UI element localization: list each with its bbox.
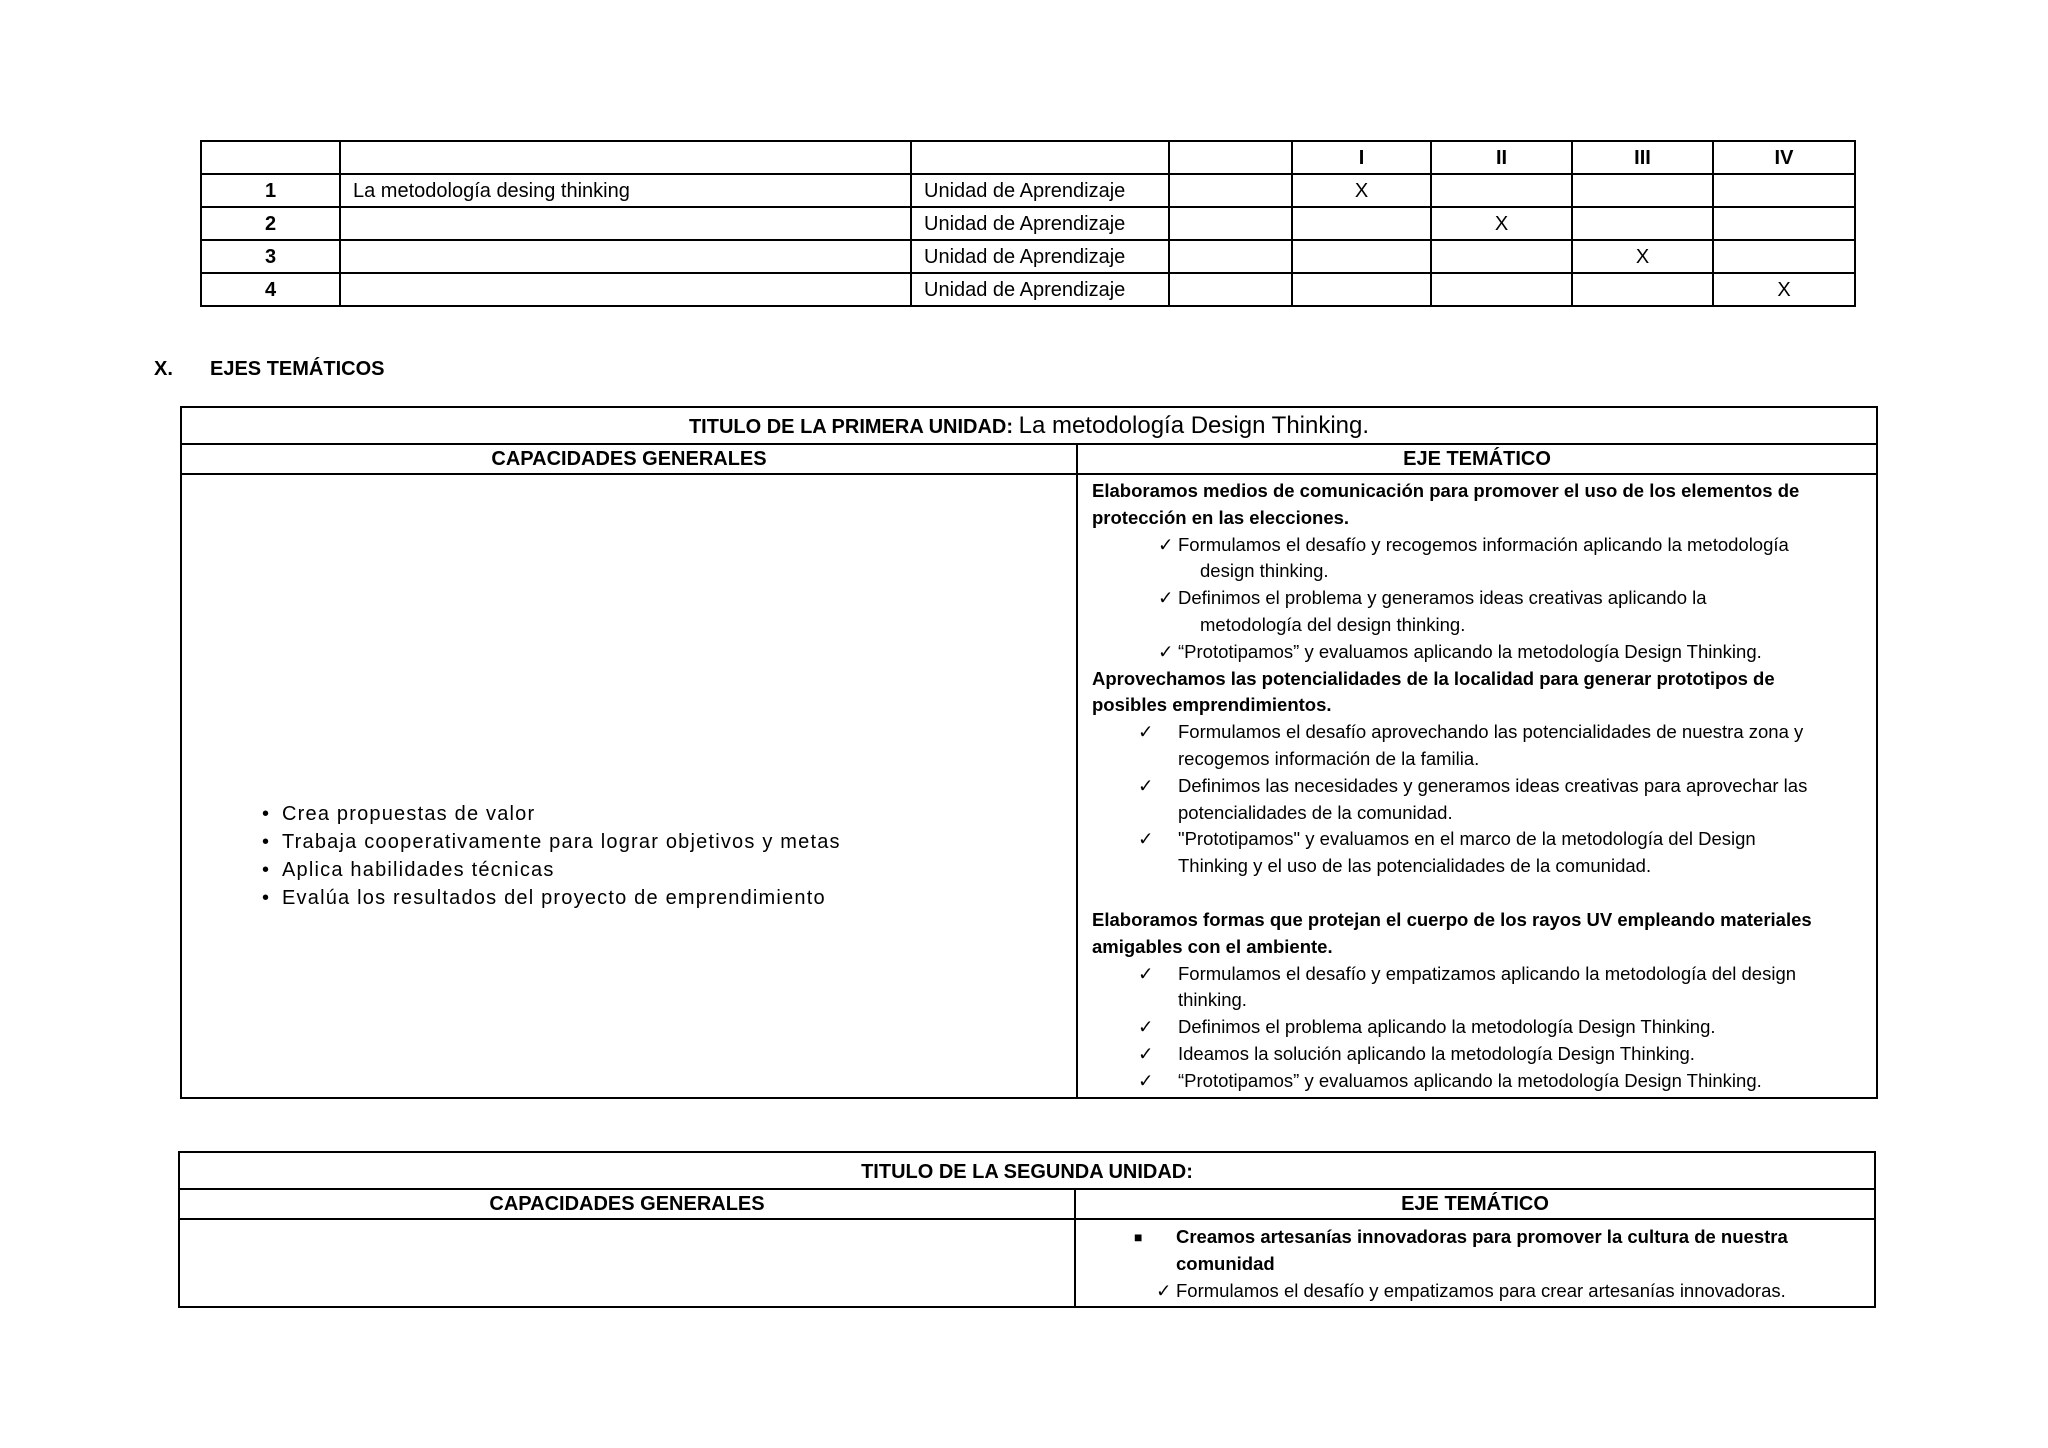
eje-group-title: ■ Creamos artesanías innovadoras para promover la cultura de nuestra comunidad (1134, 1226, 1788, 1274)
units-header-cell (340, 141, 911, 174)
list-item: ✓ Formulamos el desafío aprovechando las potencialidades de nuestra zona y recogemos información de la familia. (1138, 721, 1804, 769)
unit1-title-label: TITULO DE LA PRIMERA UNIDAD: (688, 415, 1014, 438)
list-item: • Trabaja cooperativamente para lograr objetivos y metas (262, 828, 1156, 856)
list-item: • Crea propuestas de valor (262, 800, 1156, 828)
checkmark-icon: ✓ (1138, 1069, 1154, 1091)
checkmark-icon: ✓ (1138, 828, 1154, 850)
unit-number: 2 (201, 207, 340, 240)
eje-cell (1075, 1219, 1875, 1307)
unit-number: 1 (201, 174, 340, 207)
table-row (201, 240, 1855, 273)
square-bullet-icon: ■ (1134, 1229, 1143, 1245)
bullet-icon: • (262, 887, 271, 909)
eje-content (1076, 1220, 1874, 1306)
list-item: ✓ Formulamos el desafío y recogemos información aplicando la metodología design thinking. (1158, 533, 1789, 582)
list-item: ✓ “Prototipamos” y evaluamos aplicando la metodología Design Thinking. (1092, 1068, 1862, 1095)
checkmark-icon: ✓ (1138, 774, 1154, 796)
list-item: ✓ Formulamos el desafío y empatizamos aplicando la metodología del design thinking. (1138, 962, 1797, 1011)
units-header-period-2: II (1431, 141, 1572, 174)
empty-cell (1169, 207, 1292, 240)
checkmark-icon: ✓ (1138, 721, 1154, 743)
unit2-title-cell (179, 1152, 1875, 1189)
units-header-period-4: IV (1713, 141, 1855, 174)
col-header-capacidades: CAPACIDADES GENERALES (181, 444, 1077, 474)
col-header-capacidades: CAPACIDADES GENERALES (179, 1189, 1075, 1219)
period-mark: X (1572, 240, 1713, 273)
eje-content (1078, 475, 1876, 1097)
capacidades-list (262, 800, 1156, 912)
period-mark (1713, 240, 1855, 273)
period-mark: X (1713, 273, 1855, 306)
spacer (1092, 880, 1862, 907)
period-mark (1431, 174, 1572, 207)
unit-type: Unidad de Aprendizaje (911, 273, 1169, 306)
units-header-cell (1169, 141, 1292, 174)
unit-type: Unidad de Aprendizaje (911, 240, 1169, 273)
unit1-table (180, 406, 1878, 1099)
capacidades-cell (179, 1219, 1075, 1307)
period-mark (1292, 240, 1431, 273)
empty-cell (1169, 174, 1292, 207)
unit-title (340, 207, 911, 240)
checkmark-icon: ✓ (1158, 640, 1174, 662)
units-header-period-1: I (1292, 141, 1431, 174)
unit1-title-value: La metodología Design Thinking. (1018, 411, 1370, 439)
checkmark-icon: ✓ (1156, 1279, 1172, 1301)
units-header-row (201, 141, 1855, 174)
checkmark-icon: ✓ (1138, 1042, 1154, 1064)
period-mark (1713, 207, 1855, 240)
units-header-cell (911, 141, 1169, 174)
unit2-title-label: TITULO DE LA SEGUNDA UNIDAD: (861, 1160, 1193, 1183)
section-title: EJES TEMÁTICOS (210, 358, 385, 380)
checkmark-icon: ✓ (1138, 1016, 1154, 1038)
period-mark (1431, 273, 1572, 306)
unit-number: 3 (201, 240, 340, 273)
list-item: ✓ Definimos el problema y generamos ideas creativas aplicando la metodología del design thinking. (1158, 587, 1707, 635)
unit-type: Unidad de Aprendizaje (911, 174, 1169, 207)
list-item: ✓ Definimos el problema aplicando la metodología Design Thinking. (1092, 1014, 1862, 1041)
unit-title (340, 240, 911, 273)
units-table (200, 140, 1856, 307)
bullet-icon: • (262, 803, 271, 825)
empty-cell (1169, 240, 1292, 273)
eje-group-title: Elaboramos formas que protejan el cuerpo de los rayos UV empleando materiales amigables con el ambiente. (1092, 908, 1812, 957)
period-mark: X (1431, 207, 1572, 240)
eje-group-title: Aprovechamos las potencialidades de la localidad para generar prototipos de posibles emprendimientos. (1092, 667, 1775, 716)
col-header-eje: EJE TEMÁTICO (1077, 444, 1877, 474)
period-mark: X (1292, 174, 1431, 207)
unit-number: 4 (201, 273, 340, 306)
capacidades-cell (181, 474, 1077, 1098)
eje-group-title: Elaboramos medios de comunicación para promover el uso de los elementos de protección en las elecciones. (1092, 480, 1800, 528)
checkmark-icon: ✓ (1158, 587, 1174, 609)
period-mark (1572, 207, 1713, 240)
list-item: ✓ Definimos las necesidades y generamos ideas creativas para aprovechar las potencialidades de la comunidad. (1138, 774, 1808, 823)
list-item: • Evalúa los resultados del proyecto de emprendimiento (262, 884, 1156, 912)
eje-cell (1077, 474, 1877, 1098)
unit2-table (178, 1151, 1876, 1308)
period-mark (1292, 207, 1431, 240)
period-mark (1431, 240, 1572, 273)
list-item: • Aplica habilidades técnicas (262, 856, 1156, 884)
list-item: ✓ Formulamos el desafío y empatizamos para crear artesanías innovadoras. (1090, 1278, 1860, 1305)
col-header-eje: EJE TEMÁTICO (1075, 1189, 1875, 1219)
units-header-period-3: III (1572, 141, 1713, 174)
list-item: ✓ “Prototipamos” y evaluamos aplicando la metodología Design Thinking. (1092, 639, 1862, 666)
list-item: ✓ "Prototipamos" y evaluamos en el marco de la metodología del Design Thinking y el uso de las potencialidades de la comunidad. (1138, 828, 1756, 877)
section-heading (154, 358, 384, 381)
period-mark (1572, 174, 1713, 207)
unit-title (340, 273, 911, 306)
unit1-title-cell (181, 407, 1877, 444)
bullet-icon: • (262, 831, 271, 853)
bullet-icon: • (262, 859, 271, 881)
units-header-cell (201, 141, 340, 174)
section-number: X. (154, 358, 173, 380)
table-row (201, 207, 1855, 240)
empty-cell (1169, 273, 1292, 306)
unit-title: La metodología desing thinking (340, 174, 911, 207)
list-item: ✓ Ideamos la solución aplicando la metodología Design Thinking. (1092, 1041, 1862, 1068)
checkmark-icon: ✓ (1158, 533, 1174, 555)
period-mark (1292, 273, 1431, 306)
period-mark (1713, 174, 1855, 207)
table-row (201, 174, 1855, 207)
checkmark-icon: ✓ (1138, 962, 1154, 984)
period-mark (1572, 273, 1713, 306)
table-row (201, 273, 1855, 306)
unit-type: Unidad de Aprendizaje (911, 207, 1169, 240)
